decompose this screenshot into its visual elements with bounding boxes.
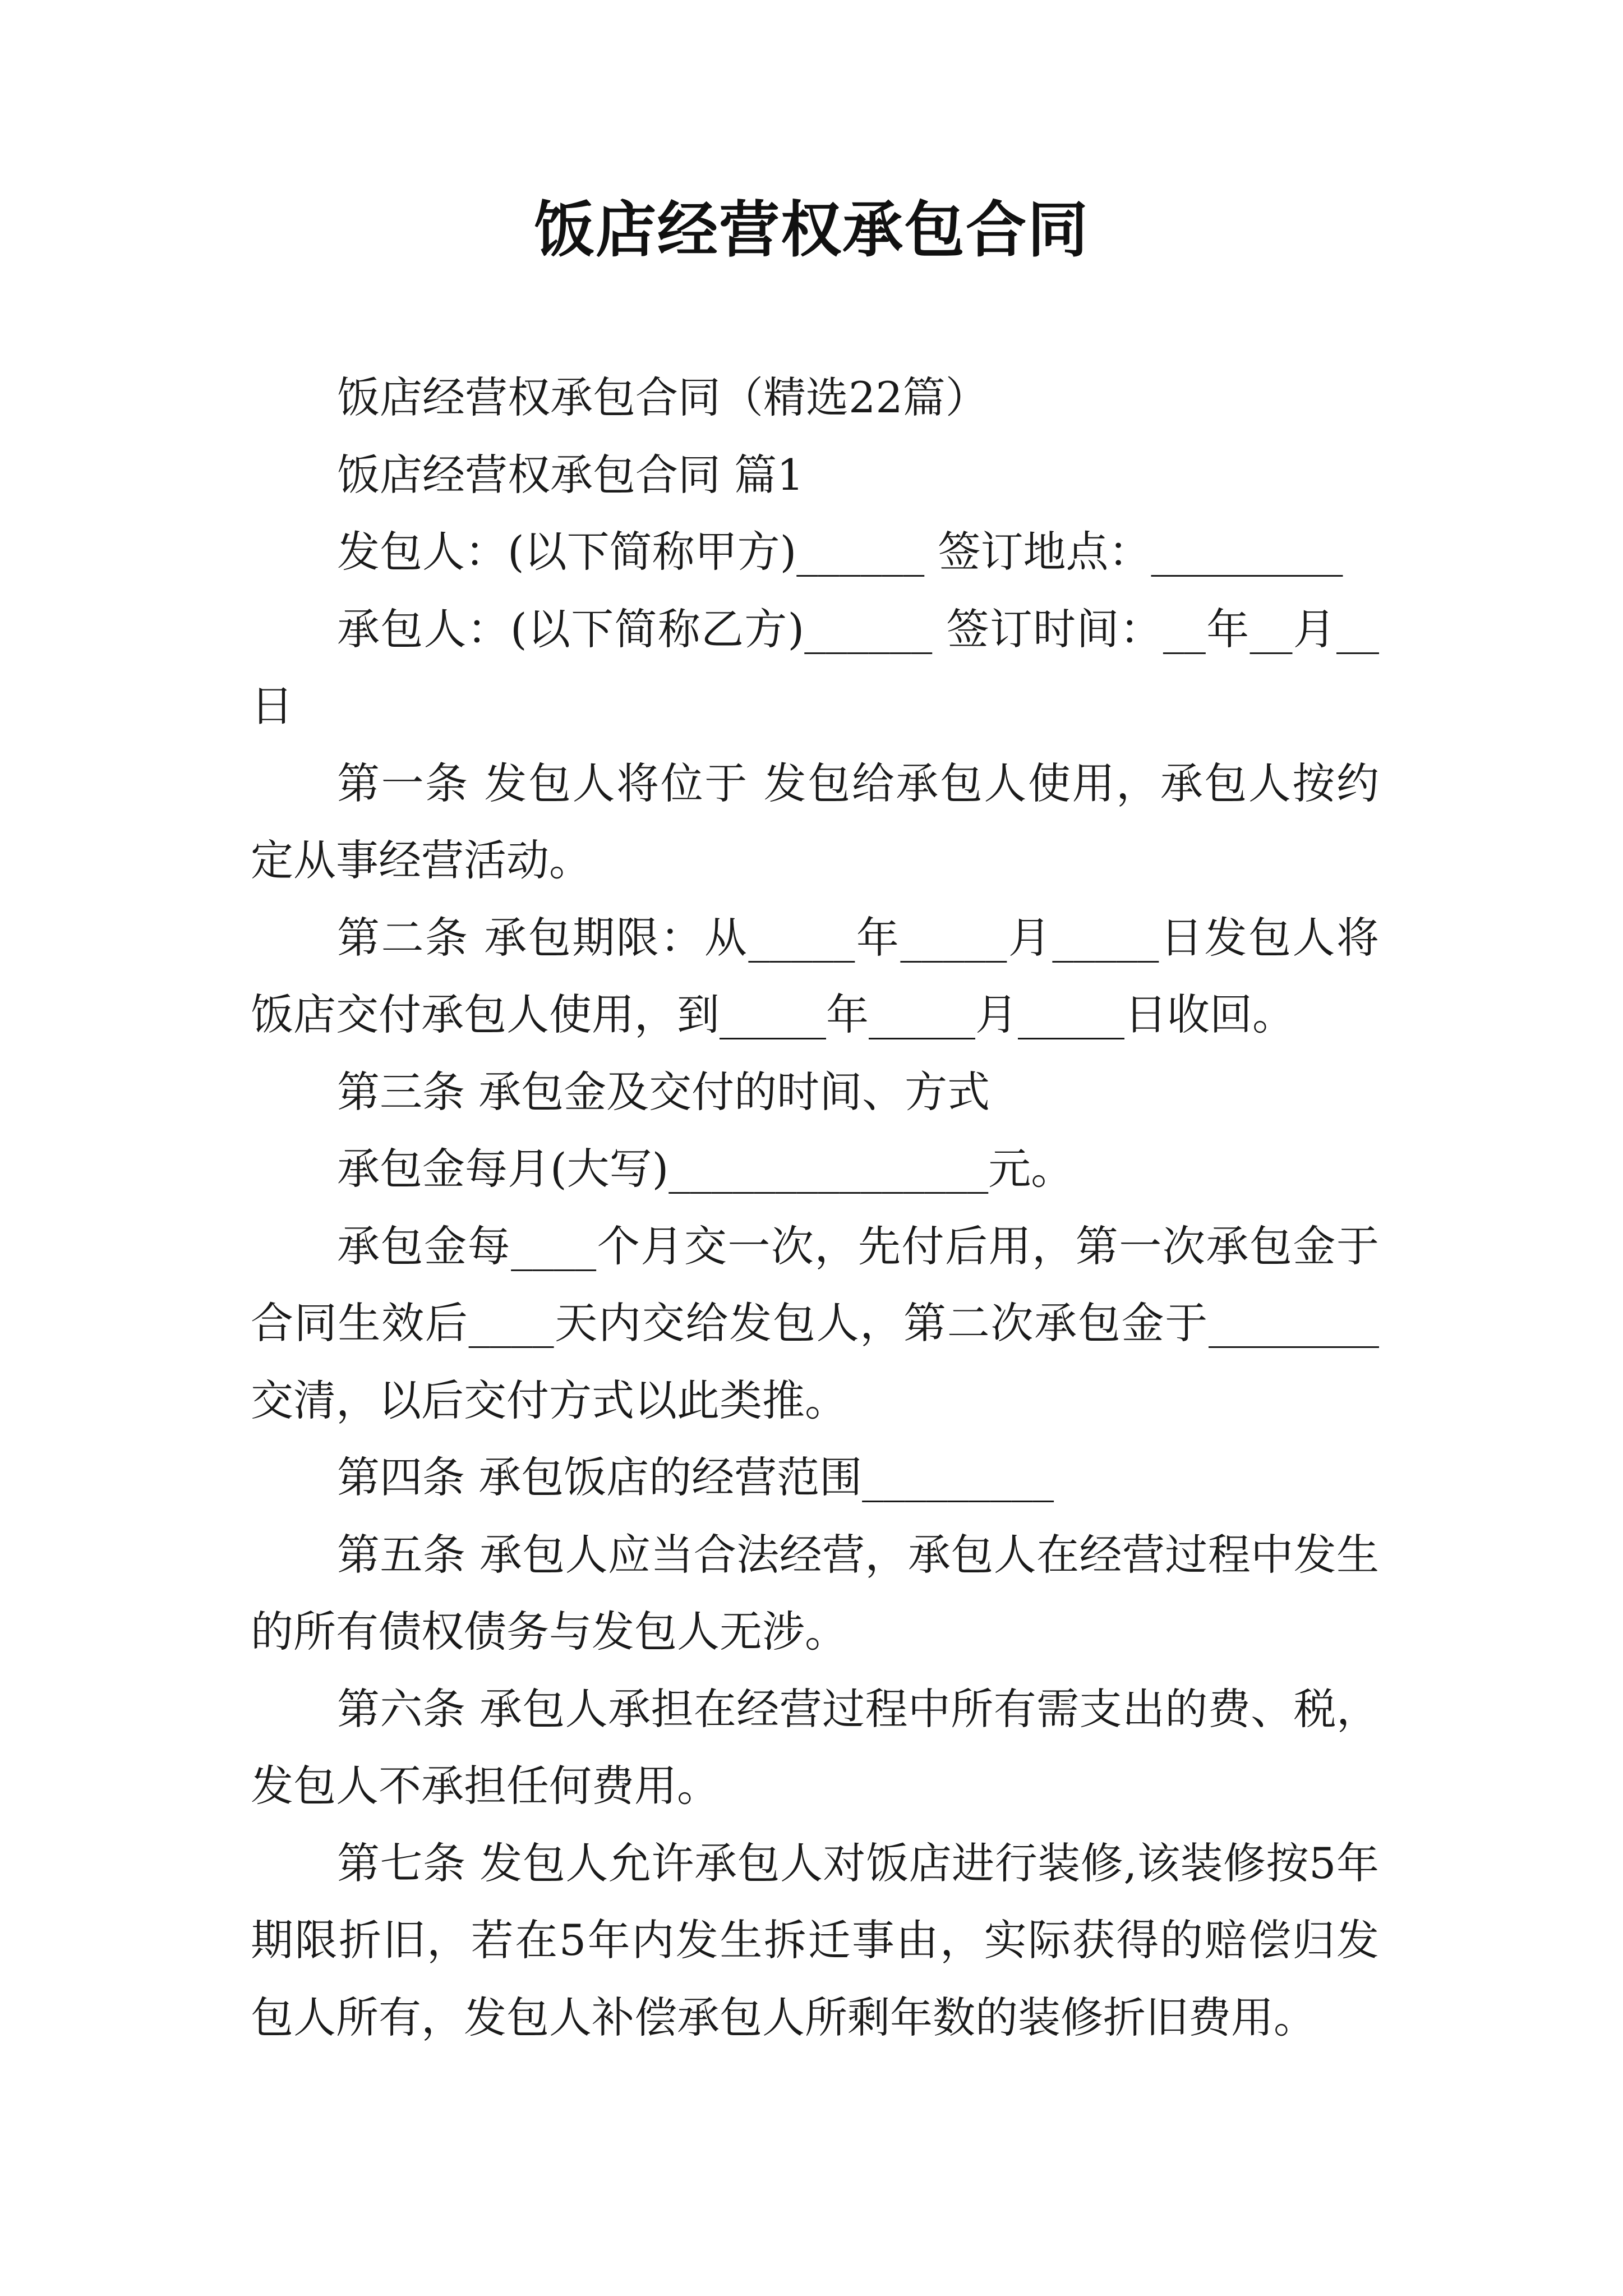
paragraph-article-2: 第二条 承包期限：从_____年_____月_____日发包人将饭店交付承包人使用，到_____年_____月_____日收回。 bbox=[251, 912, 1379, 1039]
document-body bbox=[251, 359, 1379, 2056]
paragraph-article-7: 第七条 发包人允许承包人对饭店进行装修,该装修按5年期限折旧，若在5年内发生拆迁事由，实际获得的赔偿归发包人所有，发包人补偿承包人所剩年数的装修折旧费用。 bbox=[251, 1838, 1379, 2042]
paragraph-article-5: 第五条 承包人应当合法经营，承包人在经营过程中发生的所有债权债务与发包人无涉。 bbox=[251, 1529, 1379, 1657]
paragraph-party-a: 发包人：(以下简称甲方)______ 签订地点：_________ bbox=[337, 527, 1343, 577]
paragraph-subtitle: 饭店经营权承包合同（精选22篇） bbox=[337, 372, 988, 422]
paragraph-party-b: 承包人：(以下简称乙方)______ 签订时间：__年__月__日 bbox=[251, 604, 1379, 731]
paragraph-article-6: 第六条 承包人承担在经营过程中所有需支出的费、税，发包人不承担任何费用。 bbox=[251, 1683, 1379, 1811]
paragraph-article-3: 第三条 承包金及交付的时间、方式 bbox=[337, 1066, 990, 1117]
paragraph-payment-terms: 承包金每____个月交一次，先付后用，第一次承包金于合同生效后____天内交给发包人，第二次承包金于________交清，以后交付方式以此类推。 bbox=[251, 1221, 1379, 1425]
paragraph-monthly-fee: 承包金每月(大写)_______________元。 bbox=[337, 1144, 1074, 1194]
paragraph-section-heading: 饭店经营权承包合同 篇1 bbox=[337, 449, 804, 500]
paragraph-article-4: 第四条 承包饭店的经营范围_________ bbox=[337, 1452, 1054, 1502]
document-title: 饭店经营权承包合同 bbox=[533, 195, 1089, 265]
paragraph-article-1: 第一条 发包人将位于 发包给承包人使用，承包人按约定从事经营活动。 bbox=[251, 758, 1379, 885]
